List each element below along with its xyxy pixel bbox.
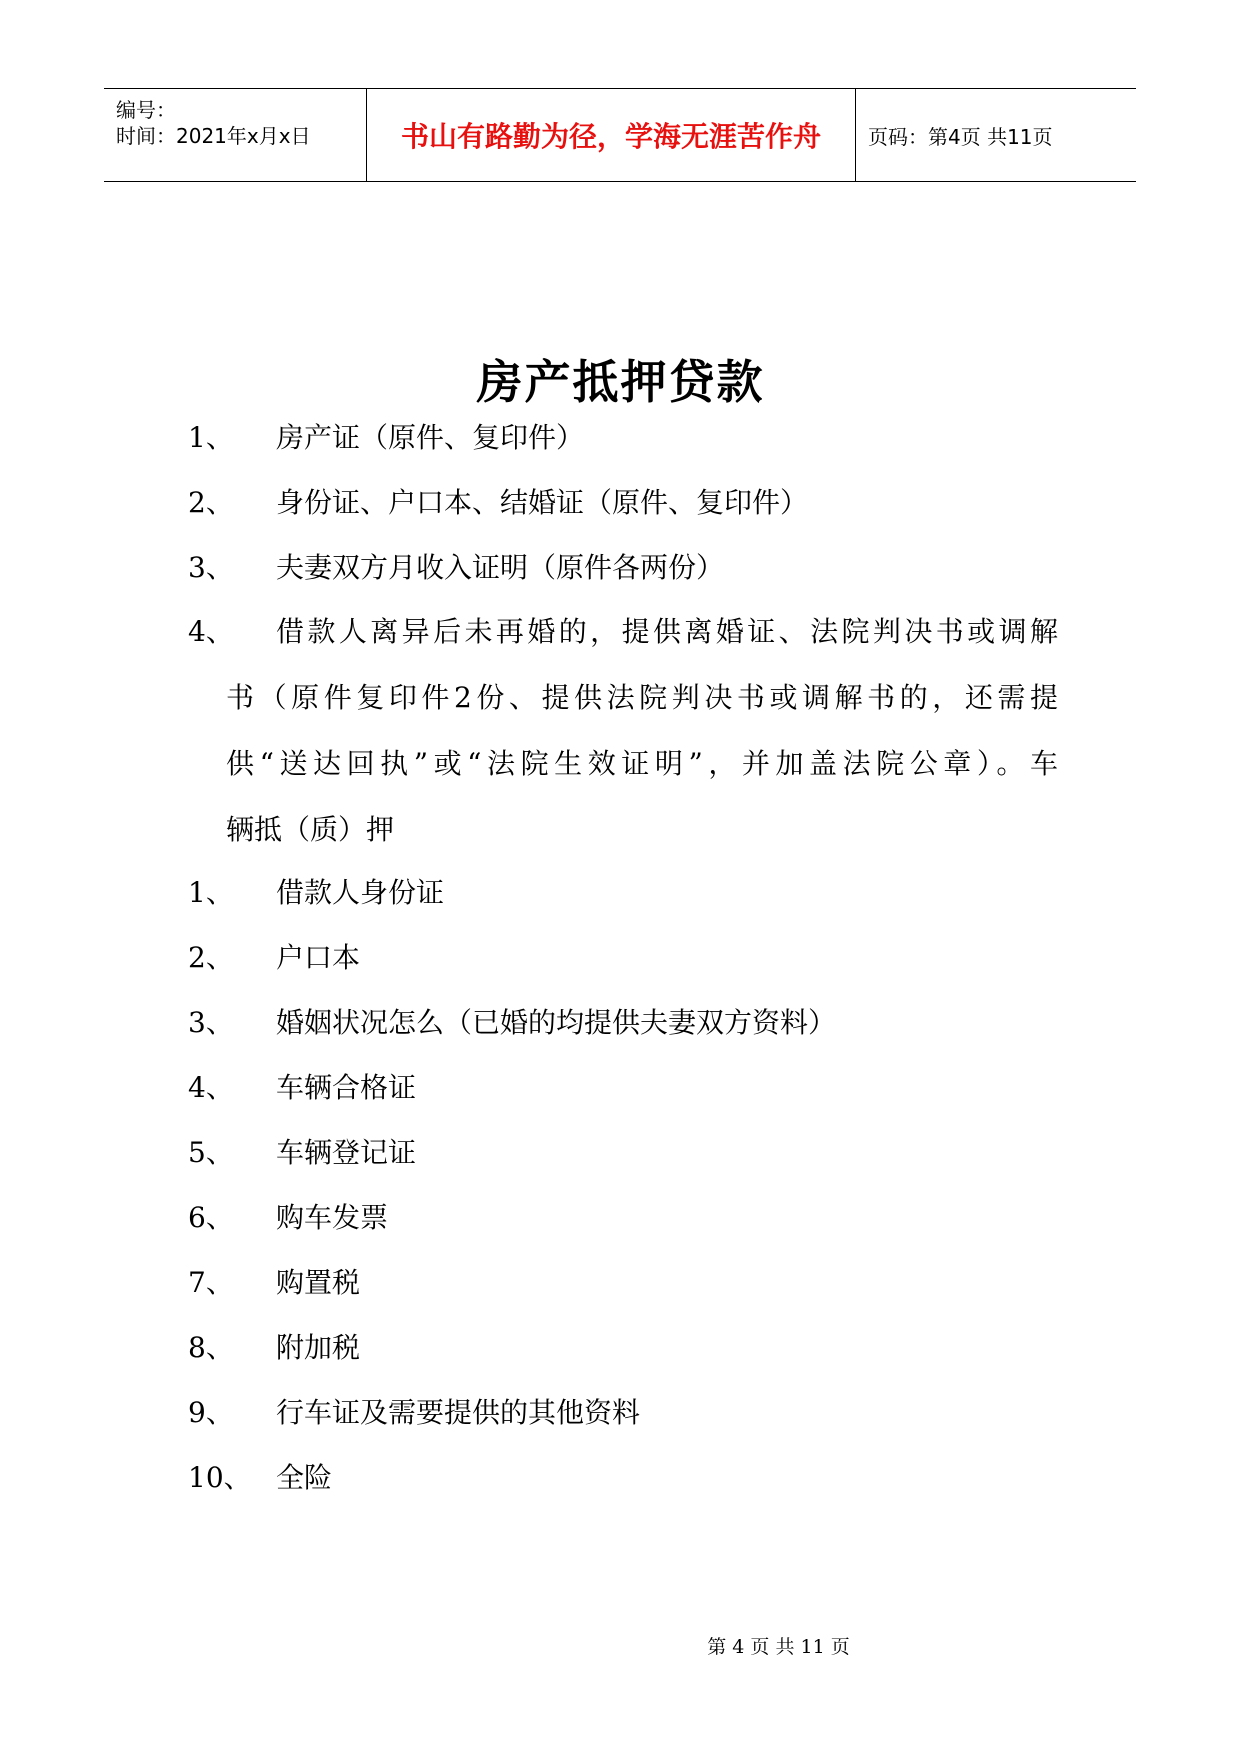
list-item-number: 6、 xyxy=(188,1201,234,1234)
list-item-text: 车辆登记证 xyxy=(276,1136,417,1169)
list-item-number: 9、 xyxy=(188,1396,234,1429)
list-item xyxy=(188,1328,360,1368)
list-item-number: 1、 xyxy=(188,421,234,454)
list-item xyxy=(188,1003,836,1043)
list-item-text: 房产证（原件、复印件） xyxy=(276,421,585,454)
header-motto: 书山有路勤为径，学海无涯苦作舟 xyxy=(367,89,856,181)
document-number-label: 编号： xyxy=(116,98,176,122)
header-page-label: 页码：第4页 共11页 xyxy=(868,124,1053,149)
list-item-number: 3、 xyxy=(188,1006,234,1039)
list-item xyxy=(188,483,808,523)
list-item-number: 4、 xyxy=(188,615,234,648)
list-item-text: 全险 xyxy=(276,1461,333,1494)
list-item-number: 2、 xyxy=(188,941,234,974)
list-item xyxy=(188,1263,360,1303)
document-time-label: 时间：2021年x月x日 xyxy=(116,124,311,148)
section-heading-car-pledge: 辆抵（质）押 xyxy=(226,813,395,846)
list-item-text: 购车发票 xyxy=(276,1201,389,1234)
list-item xyxy=(188,1068,416,1108)
list-item-number: 7、 xyxy=(188,1266,234,1299)
list-item xyxy=(188,1393,640,1433)
list-item-text: 借款人身份证 xyxy=(276,876,445,909)
list-item-number: 1、 xyxy=(188,876,234,909)
list-item xyxy=(188,548,724,588)
list-item xyxy=(188,1198,388,1238)
list-item-text: 车辆合格证 xyxy=(276,1071,417,1104)
header-meta xyxy=(104,89,367,181)
list-item-text: 购置税 xyxy=(276,1266,361,1299)
list-item-number: 4、 xyxy=(188,1071,234,1104)
list-item-text: 婚姻状况怎么（已婚的均提供夫妻双方资料） xyxy=(276,1006,837,1039)
list-item-number: 2、 xyxy=(188,486,234,519)
paragraph-text: 借款人离异后未再婚的，提供离婚证、法院判决书或调解 xyxy=(276,615,1058,648)
paragraph-line: 书（原件复印件2份、提供法院判决书或调解书的，还需提 xyxy=(226,681,1058,714)
list-item-text: 附加税 xyxy=(276,1331,361,1364)
list-item xyxy=(188,938,360,978)
paragraph-line: 供“送达回执”或“法院生效证明”，并加盖法院公章）。车 xyxy=(226,747,1058,780)
list-item-text: 户口本 xyxy=(276,941,361,974)
list-item xyxy=(188,1458,332,1498)
page-header xyxy=(104,88,1136,182)
list-item xyxy=(188,873,444,913)
page-title: 房产抵押贷款 xyxy=(476,355,765,409)
list-item xyxy=(188,418,584,458)
list-item-text: 夫妻双方月收入证明（原件各两份） xyxy=(276,551,725,584)
list-item xyxy=(188,1133,416,1173)
page-footer: 第 4 页 共 11 页 xyxy=(707,1636,850,1658)
list-item-text: 身份证、户口本、结婚证（原件、复印件） xyxy=(276,486,809,519)
paragraph-line xyxy=(188,612,1058,678)
list-item-number: 10、 xyxy=(188,1461,252,1494)
list-item-number: 8、 xyxy=(188,1331,234,1364)
list-item-text: 行车证及需要提供的其他资料 xyxy=(276,1396,641,1429)
list-item-number: 3、 xyxy=(188,551,234,584)
list-item-number: 5、 xyxy=(188,1136,234,1169)
divorce-paragraph xyxy=(188,612,1058,876)
